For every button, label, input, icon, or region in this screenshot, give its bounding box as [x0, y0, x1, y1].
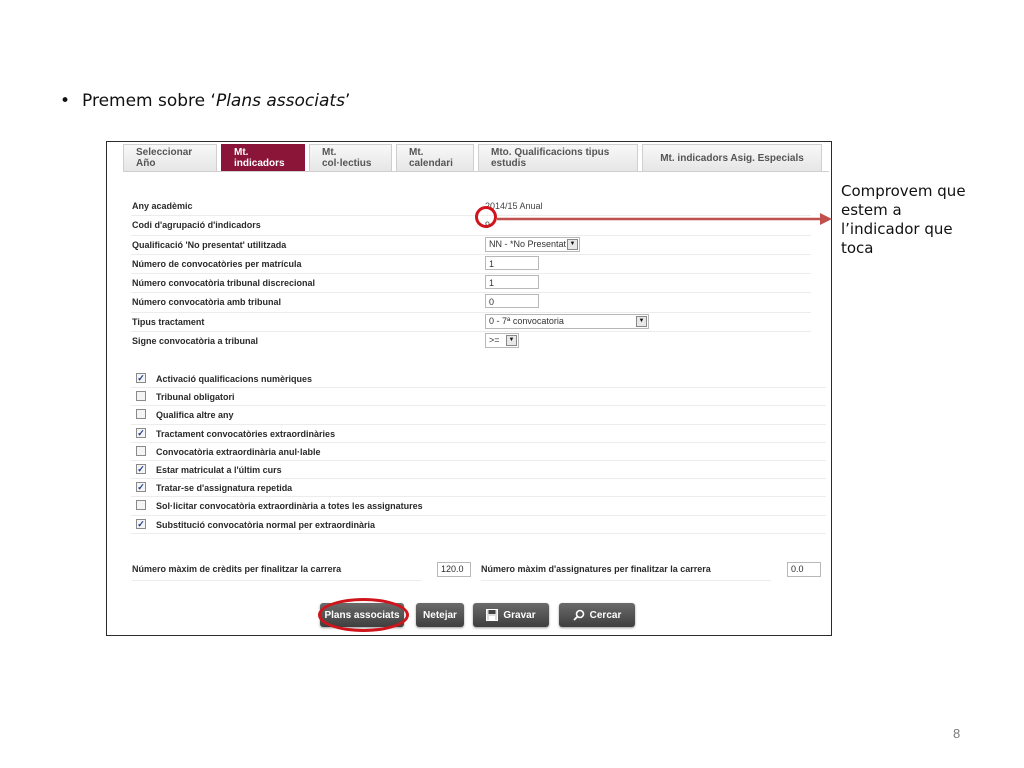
- max-credits-label: Número màxim de crèdits per finalitzar la carrera: [132, 564, 422, 581]
- note-line: estem a: [841, 201, 902, 219]
- max-subjects-label: Número màxim d'assignatures per finalitzar la carrera: [481, 564, 771, 581]
- gravar-label: Gravar: [503, 609, 536, 621]
- note-line: toca: [841, 239, 874, 257]
- amb-tribunal-label: Número convocatòria amb tribunal: [132, 297, 282, 308]
- tab-seleccionar-any[interactable]: Seleccionar Año: [123, 144, 217, 171]
- bullet-symbol: •: [60, 91, 71, 111]
- annotation-note: [841, 182, 991, 258]
- checkbox-label: Convocatòria extraordinària anul·lable: [156, 446, 321, 457]
- tab-mt-indicadors[interactable]: Mt. indicadors: [221, 144, 305, 171]
- cercar-label: Cercar: [589, 609, 622, 621]
- checkbox-checked[interactable]: ✓: [137, 482, 145, 493]
- checkbox-label: Sol·licitar convocatòria extraordinària a totes les assignatures: [156, 501, 423, 512]
- max-credits-input[interactable]: 120.0: [437, 562, 471, 577]
- chevron-down-icon[interactable]: ▼: [567, 239, 578, 250]
- checkbox-label: Estar matriculat a l'últim curs: [156, 464, 282, 475]
- tab-mt-indicadors-especials[interactable]: Mt. indicadors Asig. Especials: [642, 144, 822, 171]
- checkbox-label: Tractament convocatòries extraordinàries: [156, 428, 336, 439]
- tab-mt-calendari[interactable]: Mt. calendari: [396, 144, 474, 171]
- checkbox-label: Qualifica altre any: [156, 410, 234, 421]
- codi-agrupacio-value: 9: [485, 220, 491, 231]
- signe-selected: >=: [489, 335, 500, 346]
- arrow-head: [820, 213, 832, 225]
- any-academic-label: Any acadèmic: [132, 201, 193, 211]
- qualificacio-label: Qualificació 'No presentat' utilitzada: [132, 239, 287, 250]
- tribunal-discrecional-input[interactable]: 1: [485, 275, 539, 289]
- num-convocatories-label: Número de convocatòries per matrícula: [132, 258, 302, 269]
- page-number: 8: [953, 726, 961, 741]
- signe-label: Signe convocatòria a tribunal: [132, 336, 259, 347]
- tribunal-discrecional-label: Número convocatòria tribunal discrecional: [132, 278, 316, 289]
- checkbox-checked[interactable]: ✓: [137, 463, 145, 474]
- qualificacio-selected: NN - *No Presentat: [489, 238, 567, 249]
- note-line: l’indicador que: [841, 220, 953, 238]
- tab-mto-qualificacions[interactable]: Mto. Qualificacions tipus estudis: [478, 144, 638, 171]
- instruction-suffix: ’: [344, 91, 351, 111]
- tipus-tractament-label: Tipus tractament: [132, 316, 205, 327]
- checkbox-label: Activació qualificacions numèriques: [156, 374, 313, 384]
- any-academic-value: 2014/15 Anual: [485, 201, 543, 211]
- codi-agrupacio-label: Codi d'agrupació d'indicadors: [132, 220, 261, 231]
- plans-associats-label: Plans associats: [324, 609, 400, 621]
- tipus-tractament-selected: 0 - 7ª convocatoria: [489, 315, 564, 326]
- chevron-down-icon[interactable]: ▼: [636, 316, 647, 327]
- amb-tribunal-input[interactable]: 0: [485, 294, 539, 308]
- checkbox-label: Substitució convocatòria normal per extraordinària: [156, 519, 376, 530]
- instruction-prefix: Premem sobre ‘: [82, 91, 216, 111]
- checkbox-checked[interactable]: ✓: [137, 373, 145, 383]
- tab-mt-collectius[interactable]: Mt. col·lectius: [309, 144, 392, 171]
- num-convocatories-input[interactable]: 1: [485, 256, 539, 270]
- checkbox-checked[interactable]: ✓: [137, 427, 145, 438]
- checkbox-label: Tratar-se d'assignatura repetida: [156, 483, 293, 494]
- chevron-down-icon[interactable]: ▼: [506, 335, 517, 346]
- instruction-italic: Plans associats: [215, 91, 345, 111]
- max-subjects-input[interactable]: 0.0: [787, 562, 821, 577]
- checkbox-checked[interactable]: ✓: [137, 518, 145, 529]
- netejar-label: Netejar: [423, 609, 457, 621]
- note-line: Comprovem que: [841, 182, 966, 200]
- checkbox-label: Tribunal obligatori: [156, 392, 235, 403]
